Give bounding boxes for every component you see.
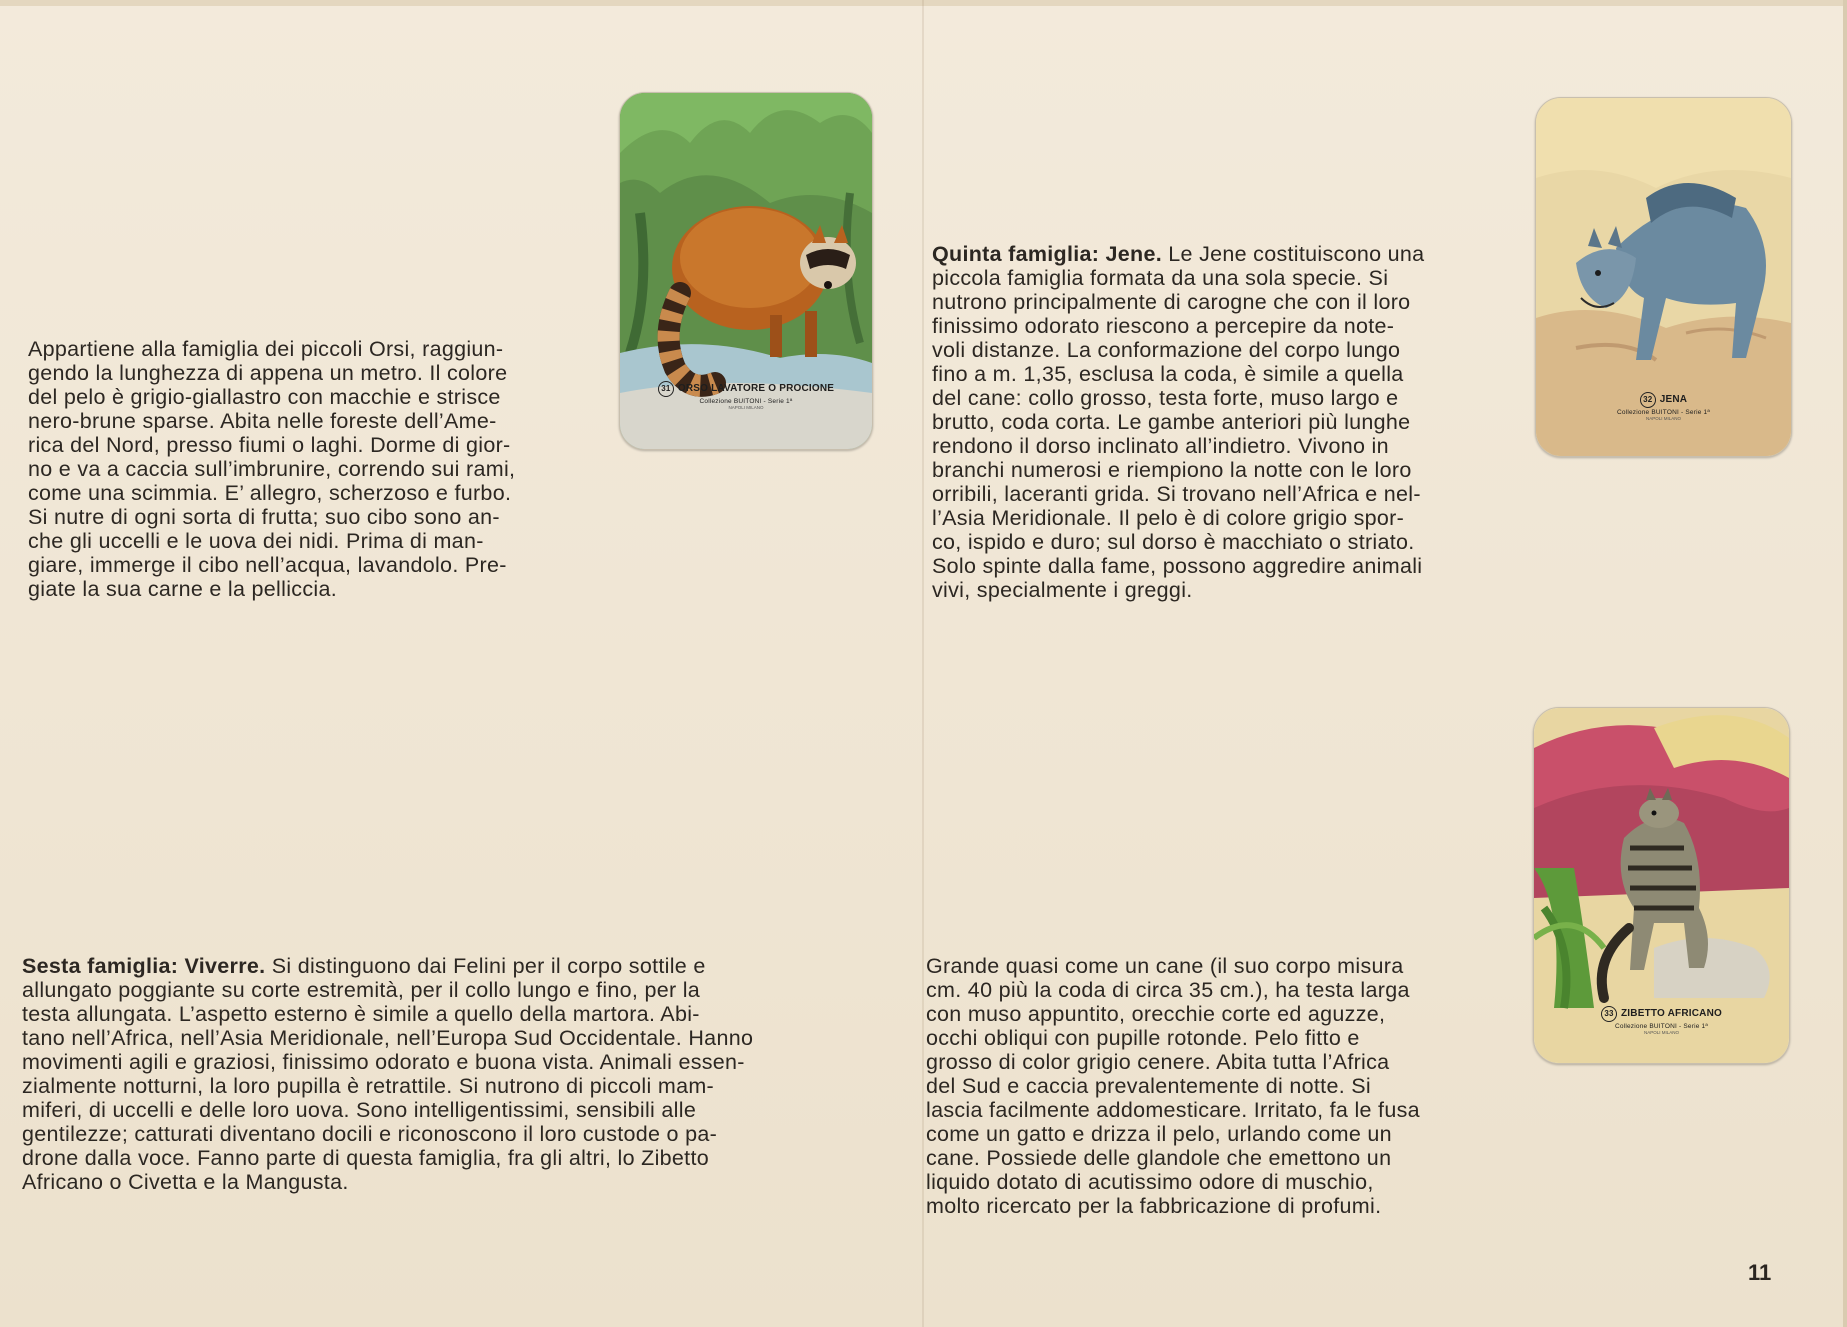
text-line: brutto, coda corta. Le gambe anteriori più lunghe [932,410,1411,434]
viverre-text [22,954,864,1194]
text-line: orribili, laceranti grida. Si trovano nell’Africa e nel- [932,482,1421,506]
text-fragment: Le Jene costituiscono una [1162,242,1425,266]
text-line: cane. Possiede delle glandole che emettono un [926,1146,1392,1170]
text-line: Africano o Civetta e la Mangusta. [22,1170,349,1194]
sticker-subtitle: Collezione BUITONI - Serie 1ª [1617,409,1710,416]
text-line: nutrono principalmente di carogne che con il loro [932,290,1411,314]
text-line: del Sud e caccia prevalentemente di notte. Si [926,1074,1371,1098]
text-line: liquido dotato di acutissimo odore di muschio, [926,1170,1374,1194]
sticker-zibetto [1533,707,1790,1064]
page-number: 11 [1748,1260,1772,1285]
sticker-tiny: NAPOLI MILANO [728,405,764,410]
text-line: finissimo odorato riescono a percepire da note- [932,314,1395,338]
text-line: cm. 40 più la coda di circa 35 cm.), ha testa larga [926,978,1410,1002]
text-line: Appartiene alla famiglia dei piccoli Orsi, raggiun- [28,337,504,361]
sticker-title-text: ZIBETTO AFRICANO [1621,1008,1722,1019]
sticker-number: 31 [658,381,674,397]
sticker-subtitle: Collezione BUITONI - Serie 1ª [1615,1023,1708,1030]
sticker-title [1536,392,1791,408]
text-line: vivi, specialmente i greggi. [932,578,1193,602]
text-line: Grande quasi come un cane (il suo corpo misura [926,954,1404,978]
text-line: piccola famiglia formata da una sola specie. Si [932,266,1389,290]
text-line: giare, immerge il cibo nell’acqua, lavandolo. Pre- [28,553,507,577]
section-heading: Quinta famiglia: Jene. [932,242,1163,266]
sticker-title-text: ORSO LAVATORE O PROCIONE [677,383,835,394]
text-line: del pelo è grigio-giallastro con macchie e strisce [28,385,501,409]
text-line: zialmente notturni, la loro pupilla è retrattile. Si nutrono di piccoli mam- [22,1074,714,1098]
jene-text [932,242,1492,602]
page-crease [922,0,924,1327]
text-line: come un gatto e drizza il pelo, urlando come un [926,1122,1392,1146]
text-line: testa allungata. L’aspetto esterno è simile a quello della martora. Abi- [22,1002,700,1026]
sticker-procione [619,92,873,450]
text-line: tano nell’Africa, nell’Asia Meridionale, nell’Europa Sud Occidentale. Hanno [22,1026,754,1050]
procione-text [28,337,588,601]
text-line: gentilezze; catturati diventano docili e riconoscono il loro custode o pa- [22,1122,718,1146]
text-fragment: Si distinguono dai Felini per il corpo sottile e [265,954,706,978]
text-line: con muso appuntito, orecchie corte ed aguzze, [926,1002,1386,1026]
zibetto-text [926,954,1486,1218]
sticker-title [1534,1006,1789,1022]
text-line: movimenti agili e graziosi, finissimo odorato e buona vista. Animali essen- [22,1050,745,1074]
text-line [22,954,864,978]
text-line: che gli uccelli e le uova dei nidi. Prima di man- [28,529,484,553]
text-line: del cane: collo grosso, testa forte, muso largo e [932,386,1399,410]
sticker-caption [620,381,872,410]
text-line: voli distanze. La conformazione del corpo lungo [932,338,1401,362]
text-line: come una scimmia. E’ allegro, scherzoso e furbo. [28,481,512,505]
text-line: Solo spinte dalla fame, possono aggredire animali [932,554,1423,578]
text-line: miferi, di uccelli e delle loro uova. Sono intelligentissimi, sensibili alle [22,1098,697,1122]
text-line [932,242,1492,266]
text-line: no e va a caccia sull’imbrunire, correndo sui rami, [28,457,516,481]
text-line: grosso di color grigio cenere. Abita tutta l’Africa [926,1050,1390,1074]
sticker-title [620,381,872,397]
text-line: nero-brune sparse. Abita nelle foreste dell’Ame- [28,409,497,433]
text-line: drone dalla voce. Fanno parte di questa famiglia, fra gli altri, lo Zibetto [22,1146,709,1170]
sticker-subtitle: Collezione BUITONI - Serie 1ª [699,398,793,405]
text-line: rendono il dorso inclinato all’indietro. Vivono in [932,434,1389,458]
text-line: allungato poggiante su corte estremità, per il collo lungo e fino, per la [22,978,701,1002]
page-right-edge [1843,0,1847,1327]
text-line: fino a m. 1,35, esclusa la coda, è simile a quella [932,362,1404,386]
section-heading: Sesta famiglia: Viverre. [22,954,266,978]
text-line: l’Asia Meridionale. Il pelo è di colore grigio spor- [932,506,1405,530]
text-line: branchi numerosi e riempiono la notte con le loro [932,458,1412,482]
sticker-tiny: NAPOLI MILANO [1643,1030,1679,1035]
text-line: co, ispido e duro; sul dorso è macchiato o striato. [932,530,1415,554]
text-line: Si nutre di ogni sorta di frutta; suo cibo sono an- [28,505,500,529]
text-line: rica del Nord, presso fiumi o laghi. Dorme di gior- [28,433,511,457]
text-line: molto ricercato per la fabbricazione di profumi. [926,1194,1382,1218]
text-line: lascia facilmente addomesticare. Irritato, fa le fusa [926,1098,1420,1122]
text-line: occhi obliqui con pupille rotonde. Pelo fitto e [926,1026,1360,1050]
sticker-caption [1536,392,1791,421]
sticker-number: 33 [1601,1006,1617,1022]
text-line: giate la sua carne e la pelliccia. [28,577,337,601]
sticker-title-text: JENA [1659,394,1688,405]
sticker-number: 32 [1640,392,1656,408]
sticker-jena [1535,97,1792,457]
text-line: gendo la lunghezza di appena un metro. Il colore [28,361,508,385]
sticker-tiny: NAPOLI MILANO [1645,416,1681,421]
sticker-caption [1534,1006,1789,1035]
